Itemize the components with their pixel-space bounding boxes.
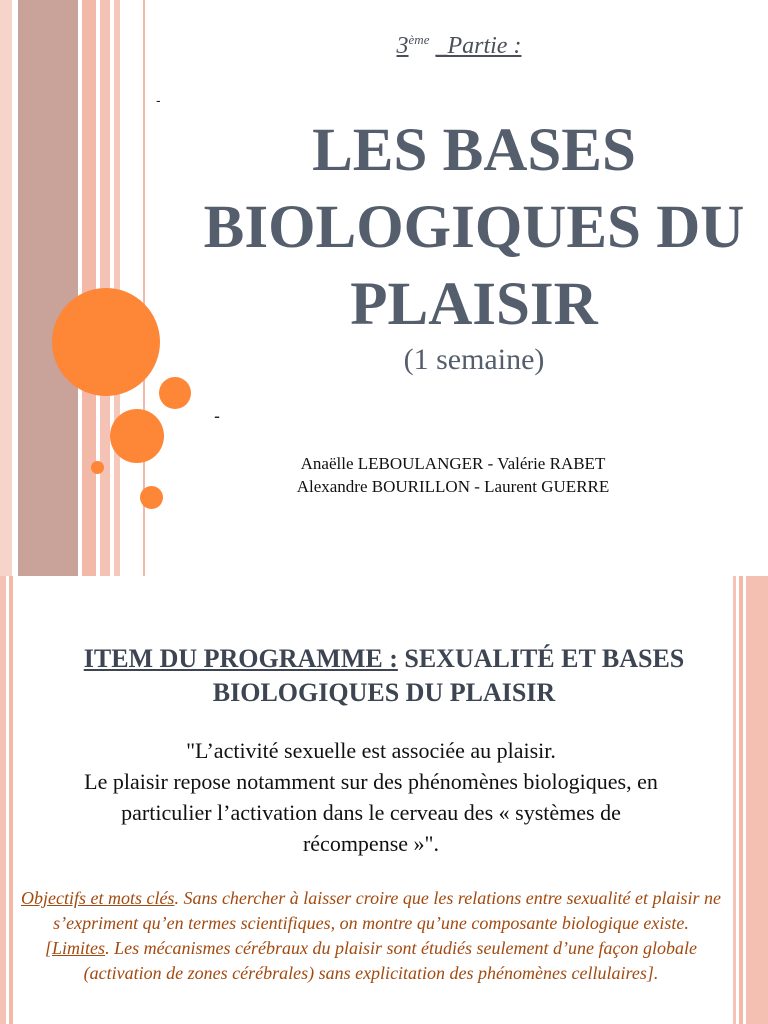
author-line: Anaëlle LEBOULANGER - Valérie RABET: [300, 454, 606, 473]
stripe: [0, 0, 12, 576]
limits-text: . Les mécanismes cérébraux du plaisir sont étudiés seulement d’une façon globale (activation de zones cérébrales) sans explicitation des phénomènes cellulaires].: [83, 938, 697, 983]
quote-line: Le plaisir repose notamment sur des phénomènes biologiques, en: [84, 769, 658, 794]
quote-line: "L’activité sexuelle est associée au plaisir.: [186, 738, 556, 763]
objectives-text: . Sans chercher à laisser croire que les relations entre sexualité et plaisir ne s’expriment qu’en termes scientifiques, on montre qu’une composante biologique existe.: [53, 888, 722, 933]
stripe: [18, 0, 78, 576]
quote-line: récompense »".: [302, 831, 440, 856]
authors: [150, 452, 756, 498]
title-line: BIOLOGIQUES DU: [203, 194, 745, 261]
bullet-dash: -: [214, 406, 220, 426]
objectives-label: Objectifs et mots clés: [20, 888, 175, 908]
decorative-circle: [91, 461, 104, 474]
part-heading: [150, 32, 768, 60]
program-slide: [0, 576, 768, 1024]
program-quote: [0, 735, 742, 859]
page-title: [170, 112, 768, 343]
author-line: Alexandre BOURILLON - Laurent GUERRE: [296, 477, 610, 496]
bullet-dash: -: [156, 92, 161, 108]
heading-underlined: ITEM DU PROGRAMME :: [83, 644, 398, 673]
part-label: _Partie :: [435, 33, 522, 59]
heading-line-2: BIOLOGIQUES DU PLAISIR: [212, 678, 556, 707]
limits-open: [: [45, 938, 53, 958]
quote-line: particulier l’activation dans le cerveau des « systèmes de: [121, 800, 621, 825]
title-line: PLAISIR: [350, 271, 598, 338]
decorative-circle: [52, 288, 160, 396]
title-line: LES BASES: [312, 117, 636, 184]
part-number: 3: [396, 33, 409, 59]
decorative-circle: [159, 377, 191, 409]
heading-rest: SEXUALITÉ ET BASES: [397, 644, 685, 673]
stripe: [82, 0, 96, 576]
slide-heading: [0, 642, 768, 710]
subtitle: (1 semaine): [403, 343, 545, 376]
limits-label: Limites: [52, 938, 106, 958]
objectives-paragraph: [10, 886, 732, 986]
part-superscript: ème: [408, 32, 430, 47]
